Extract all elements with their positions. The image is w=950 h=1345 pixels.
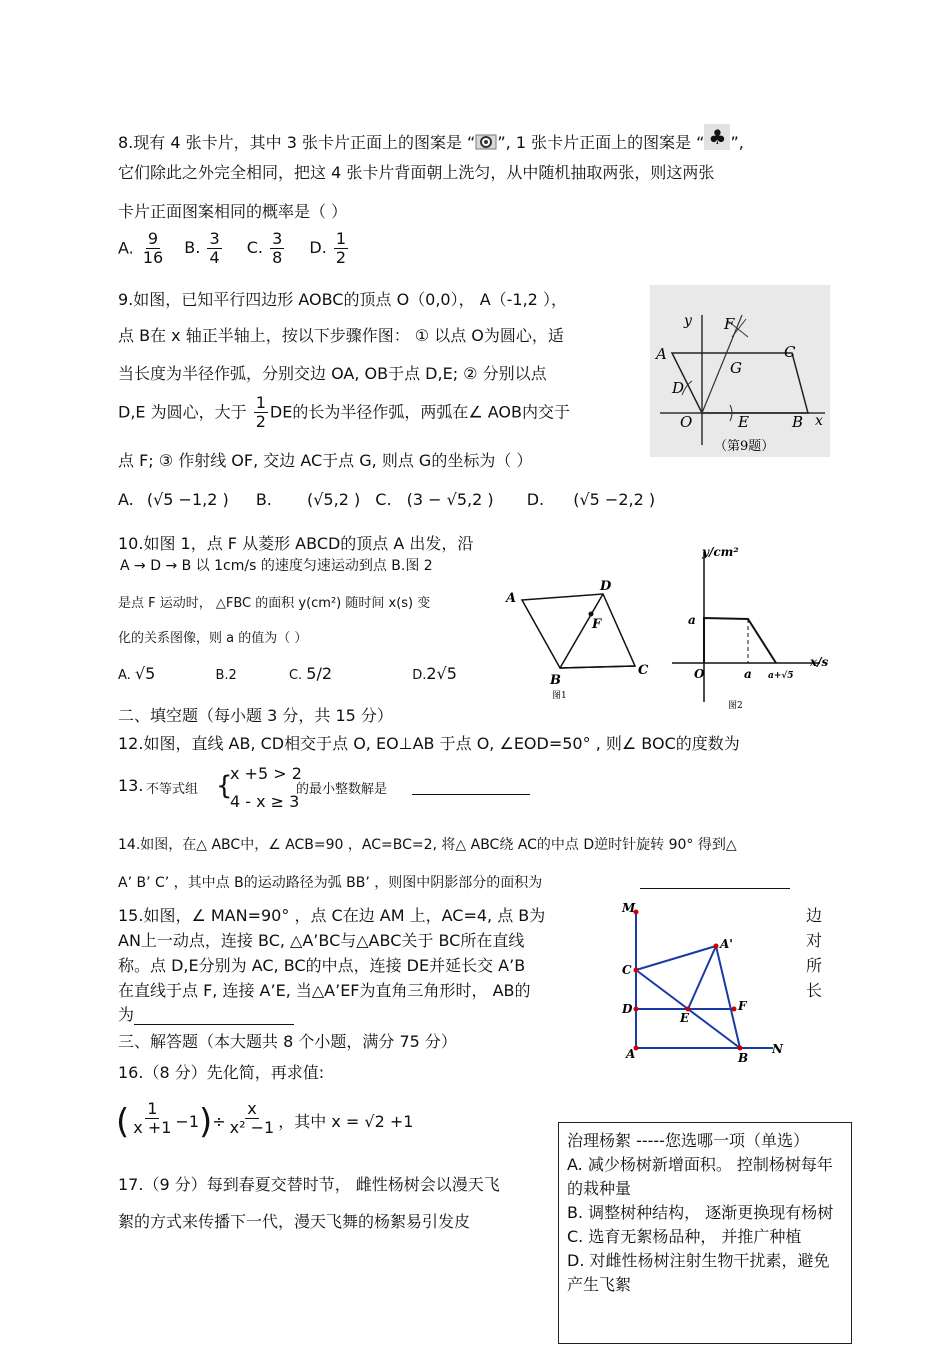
q10-figure-2 xyxy=(668,542,838,712)
q15-line4: 在直线于点 F, 连接 A’E, 当△A’EF为直角三角形时， AB的 xyxy=(118,981,531,1000)
q9-line5: 点 F; ③ 作射线 OF, 交边 AC于点 G, 则点 G的坐标为（ ） xyxy=(118,451,533,470)
svg-text:C: C xyxy=(622,963,632,977)
q9-label-c: C xyxy=(784,343,796,361)
q10-line1: 10.如图 1，点 F 从菱形 ABCD的顶点 A 出发，沿 xyxy=(118,534,474,553)
q14-line1: 14.如图，在△ ABC中，∠ ACB=90 ，AC=BC=2, 将△ ABC绕 AC的中点 D逆时针旋转 90° 得到△ xyxy=(118,837,737,853)
q15-figure xyxy=(618,898,788,1068)
q9-figure xyxy=(650,285,830,457)
svg-text:A: A xyxy=(506,591,517,606)
q9-label-f: F xyxy=(724,315,735,333)
q15-line3: 称。点 D,E分别为 AC, BC的中点，连接 DE并延长交 A’B xyxy=(118,956,526,975)
svg-text:O: O xyxy=(694,667,705,681)
q10-figure-1 xyxy=(500,578,660,700)
svg-text:D: D xyxy=(622,1002,633,1016)
q17-line1: 17.（9 分）每到春夏交替时节， 雌性杨树会以漫天飞 xyxy=(118,1175,500,1194)
q10-line3: 是点 F 运动时， △FBC 的面积 y(cm²) 随时间 x(s) 变 xyxy=(118,596,431,611)
q15-line1: 15.如图，∠ MAN=90° ，点 C在边 AM 上，AC=4, 点 B为 xyxy=(118,906,546,925)
poll-option-b: B. 调整树种结构， 逐渐更换现有杨树 xyxy=(567,1203,834,1222)
camera-icon xyxy=(475,133,497,151)
poll-option-c: C. 选育无絮杨品种， 并推广种植 xyxy=(567,1227,802,1246)
q9-label-b: B xyxy=(792,413,804,431)
q8-options: A. $\frac{9}{16}$ B. $\frac{3}{4}$ C. $\frac{3}{8}$ D. $\frac{1}{2}$ xyxy=(118,229,347,268)
q8-line1: 8.现有 4 张卡片，其中 3 张卡片正面上的图案是 “ ”, 1 张卡片正面上的图案是 “ ♣ ”, xyxy=(118,125,744,152)
svg-text:a+√5: a+√5 xyxy=(768,671,794,681)
q9-half-fraction: $\frac{1}{2}$ xyxy=(255,393,266,432)
svg-text:a: a xyxy=(688,613,696,627)
q16-expression: ( $\frac{1}{x +1}$ −1)÷ $\frac{x}{\text{x² −1}}$ ，其中 x = √2 +1 xyxy=(116,1099,414,1142)
svg-text:M: M xyxy=(622,901,636,915)
poll-title: 治理杨絮 -----您选哪一项（单选） xyxy=(567,1131,809,1150)
q8-option-b-fraction: $\frac{3}{4}$ xyxy=(209,229,220,268)
q9-line3: 当长度为半径作弧，分别交边 OA, OB于点 D,E; ② 分别以点 xyxy=(118,364,547,383)
svg-text:x/s: x/s xyxy=(810,655,829,669)
q9-line2: 点 B在 x 轴正半轴上，按以下步骤作图： ① 以点 O为圆心，适 xyxy=(118,326,564,345)
svg-text:N: N xyxy=(772,1042,783,1056)
q14-answer-blank[interactable] xyxy=(640,872,790,889)
q15-answer-blank[interactable] xyxy=(134,1008,294,1025)
q9-line1: 9.如图，已知平行四边形 AOBC的顶点 O（0,0）， A（-1,2 ）， xyxy=(118,290,567,309)
q15-line2: AN上一动点，连接 BC, △A’BC与△ABC关于 BC所在直线 xyxy=(118,931,525,950)
q9-line4: D,E 为圆心，大于 $\frac{1}{2}$ DE的长为半径作弧，两弧在∠ AOB内交于 xyxy=(118,393,570,432)
q9-label-e: E xyxy=(738,413,749,431)
poll-option-d: D. 对雌性杨树注射生物干扰素，避免产生飞絮 xyxy=(567,1251,830,1294)
poll-box xyxy=(558,1122,852,1344)
q10-line4: 化的关系图像，则 a 的值为（ ） xyxy=(118,631,308,646)
q14-line2: A’ B’ C’ ，其中点 B的运动路径为弧 BB’ ，则图中阴影部分的面积为 xyxy=(118,875,543,891)
q15-side-text: 边 对 所 长 xyxy=(806,906,823,1000)
section-2-heading: 二、填空题（每小题 3 分，共 15 分） xyxy=(118,706,393,725)
svg-text:E: E xyxy=(680,1011,690,1025)
svg-text:C: C xyxy=(638,663,649,678)
section-3-heading: 三、解答题（本大题共 8 个小题，满分 75 分） xyxy=(118,1032,457,1051)
q8-line2: 它们除此之外完全相同，把这 4 张卡片背面朝上洗匀，从中随机抽取两张，则这两张 xyxy=(118,163,715,182)
club-suit-icon: ♣ xyxy=(704,124,730,150)
svg-text:B: B xyxy=(550,673,561,688)
q8-option-c-fraction: $\frac{3}{8}$ xyxy=(272,229,283,268)
svg-text:a: a xyxy=(744,667,752,681)
q9-label-o: O xyxy=(680,413,693,431)
q10-line2: A → D → B 以 1cm/s 的速度匀速运动到点 B.图 2 xyxy=(120,558,433,574)
q16-title: 16.（8 分）先化简，再求值: xyxy=(118,1063,325,1082)
svg-text:F: F xyxy=(738,999,747,1013)
svg-text:A: A xyxy=(626,1047,636,1061)
poll-option-a: A. 减少杨树新增面积。 控制杨树每年的栽种量 xyxy=(567,1155,833,1198)
svg-text:A': A' xyxy=(720,937,733,951)
q10-options: A. √5 B.2 C. 5/2 D.2√5 xyxy=(118,664,457,683)
q9-label-x: x xyxy=(815,413,823,429)
q12: 12.如图，直线 AB, CD相交于点 O, EO⊥AB 于点 O, ∠EOD=50° , 则∠ BOC的度数为 xyxy=(118,734,740,753)
q9-label-y: y xyxy=(684,313,692,329)
q8-line3: 卡片正面图案相同的概率是（ ） xyxy=(118,202,348,221)
q9-options: A. (√5 −1,2 ) B. (√5,2 ) C. (3 − √5,2 ) D. (√5 −2,2 ) xyxy=(118,490,656,509)
svg-text:B: B xyxy=(738,1051,749,1065)
q8-option-a-fraction: $\frac{9}{16}$ xyxy=(142,229,164,268)
svg-text:F: F xyxy=(592,617,602,632)
q15-line5: 为 xyxy=(118,1002,294,1025)
svg-text:图2: 图2 xyxy=(728,701,743,711)
q9-label-d: D xyxy=(672,379,685,397)
q9-caption: （第9题） xyxy=(714,439,775,454)
svg-text:y/cm²: y/cm² xyxy=(702,545,739,559)
q9-label-a: A xyxy=(656,345,667,363)
q9-label-g: G xyxy=(730,359,742,377)
q17-line2: 絮的方式来传播下一代，漫天飞舞的杨絮易引发皮 xyxy=(118,1212,471,1231)
svg-text:D: D xyxy=(600,579,612,594)
q8-option-d-fraction: $\frac{1}{2}$ xyxy=(335,229,347,268)
svg-text:图1: 图1 xyxy=(552,691,567,700)
brace: { xyxy=(216,771,233,801)
q13-answer-blank[interactable] xyxy=(412,778,530,795)
